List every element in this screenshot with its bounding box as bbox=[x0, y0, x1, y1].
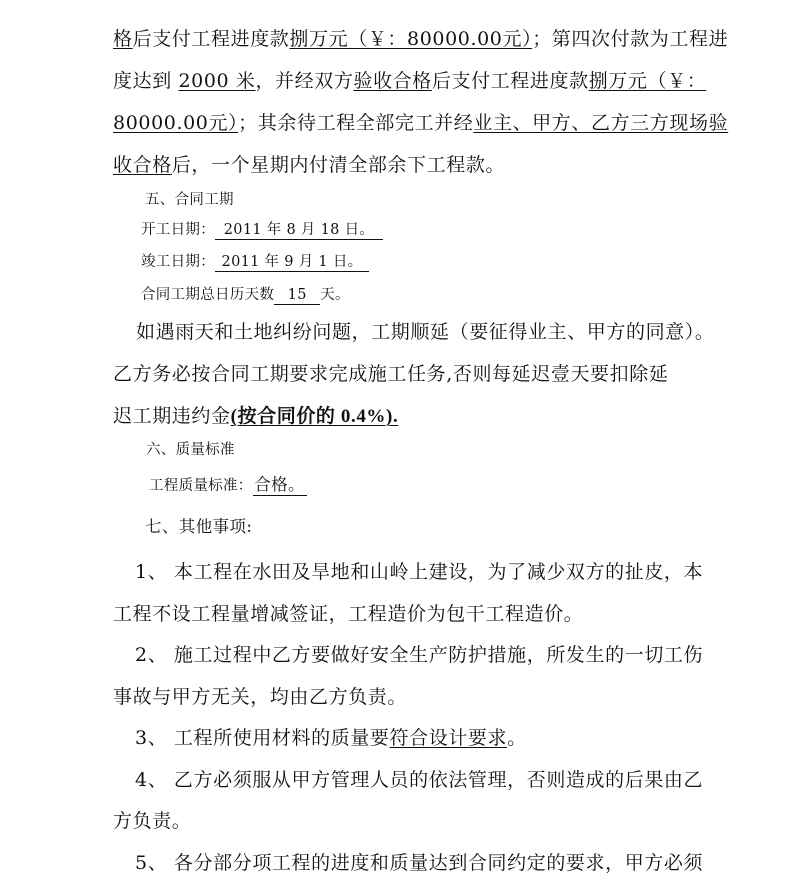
text-fragment: 收合格 bbox=[113, 154, 172, 176]
text-fragment: 迟工期违约金 bbox=[113, 405, 231, 427]
text-fragment: 度达到 bbox=[113, 70, 179, 92]
text-fragment: 捌万元（￥：80000.00元） bbox=[289, 28, 533, 50]
total-days-unit: 天。 bbox=[320, 287, 350, 303]
item-3-line bbox=[135, 723, 527, 750]
delay-line-2: 乙方务必按合同工期要求完成施工任务,否则每延迟壹天要扣除延 bbox=[113, 363, 669, 385]
payment-line-2 bbox=[113, 66, 706, 93]
item-2-line-2: 事故与甲方无关，均由乙方负责。 bbox=[113, 686, 408, 708]
item-1-line-2: 工程不设工程量增减签证，工程造价为包干工程造价。 bbox=[113, 603, 584, 625]
penalty-rate: (按合同价的 0.4%). bbox=[230, 406, 399, 427]
text-fragment: 验收合格 bbox=[353, 70, 432, 92]
item-4-line-2: 方负责。 bbox=[113, 810, 192, 832]
section-heading-quality: 六、质量标准 bbox=[146, 442, 235, 458]
text-fragment: 后支付工程进度款 bbox=[431, 70, 589, 92]
end-date-label: 竣工日期： bbox=[141, 254, 215, 270]
text-fragment: ；第四次付款为工程进 bbox=[532, 28, 729, 50]
section-heading-other: 七、其他事项: bbox=[145, 517, 253, 536]
delay-line-1: 如遇雨天和土地纠纷问题，工期顺延（要征得业主、甲方的同意）。 bbox=[136, 321, 715, 343]
text-fragment: 业主、甲方、乙方三方现场验 bbox=[473, 112, 729, 134]
total-days-row bbox=[141, 283, 350, 305]
start-date-label: 开工日期： bbox=[141, 222, 215, 238]
text-fragment: 后，一个星期内付清全部余下工程款。 bbox=[171, 154, 506, 176]
text-fragment: 80000.00元） bbox=[113, 112, 239, 134]
total-days-value: 15 bbox=[274, 287, 320, 305]
item-2-line-1: 2、 施工过程中乙方要做好安全生产防护措施，所发生的一切工伤 bbox=[135, 644, 704, 666]
item-5-line-1: 5、 各分部分项工程的进度和质量达到合同约定的要求，甲方必须 bbox=[135, 852, 704, 874]
payment-line-3 bbox=[113, 108, 728, 135]
text-fragment: 符合设计要求 bbox=[389, 727, 508, 749]
end-date-value: 2011 年 9 月 1 日。 bbox=[215, 254, 369, 272]
text-fragment: ，并经双方 bbox=[255, 70, 354, 92]
text-fragment: ；其余待工程全部完工并经 bbox=[238, 112, 474, 134]
start-date-row bbox=[141, 218, 383, 240]
text-fragment: 3、 工程所使用材料的质量要 bbox=[135, 727, 390, 749]
quality-label: 工程质量标准： bbox=[149, 478, 253, 494]
section-heading-period: 五、合同工期 bbox=[145, 192, 234, 208]
delay-line-3 bbox=[113, 401, 398, 428]
start-date-value: 2011 年 8 月 18 日。 bbox=[215, 222, 383, 240]
text-fragment: 。 bbox=[507, 727, 527, 749]
text-fragment: 后支付工程进度款 bbox=[132, 28, 290, 50]
payment-line-4 bbox=[113, 150, 505, 177]
item-1-line-1: 1、 本工程在水田及旱地和山岭上建设，为了减少双方的扯皮，本 bbox=[135, 561, 704, 583]
text-fragment: 格 bbox=[113, 28, 133, 50]
text-fragment: 捌万元（￥： bbox=[588, 70, 707, 92]
end-date-row bbox=[141, 250, 369, 272]
text-fragment: 2000 米 bbox=[178, 70, 256, 92]
quality-value: 合格。 bbox=[254, 475, 305, 494]
total-days-label: 合同工期总日历天数 bbox=[141, 287, 275, 303]
payment-line-1 bbox=[113, 24, 728, 51]
quality-row bbox=[149, 474, 307, 496]
item-4-line-1: 4、 乙方必须服从甲方管理人员的依法管理，否则造成的后果由乙 bbox=[135, 769, 704, 791]
